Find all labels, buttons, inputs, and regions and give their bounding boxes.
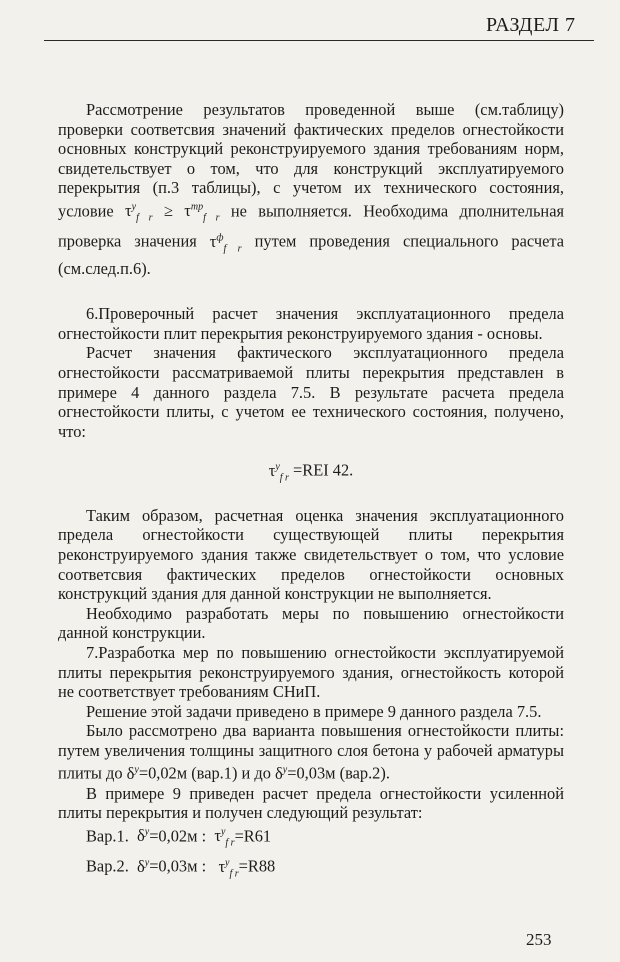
paragraph-1-text-b: не выполняется. Необходима дполнительная проверка значения: [58, 201, 565, 251]
header-rule: [44, 40, 594, 41]
variant-2-delta: =0,03м :: [149, 856, 207, 876]
variant-1-line: Вар.1. $\delta^у=0,02м$ : $\tau^у_{f r}=R61$: [86, 826, 272, 849]
paragraph-5: Необходимо разработать меры по повышению огнестойкости данной конструкции.: [58, 603, 564, 643]
variant-2-line: Вар.2. $\delta^у=0,03м$ : $\tau^у_{f r}=R88$: [86, 856, 276, 879]
condition-formula: $\tau^у_{f r} \ge \tau^{тр}_{f r}$: [125, 201, 220, 224]
variant-2-label: Вар.2.: [86, 856, 129, 876]
paragraph-1-text-a: Рассмотрение результатов проведенной выше (см.таблицу) проверки соответсвия значений фактических пределов огнестойкости основных конструкций реконструируемого здания требованиям норм, свидетельствует о том, что для конструкций эксплуатируемого перекрытия (п.3 таблицы), с учетом их технического состояния, условие: [58, 100, 564, 221]
paragraph-1-text-c: путем проведения специального расчета (см.след.п.6).: [58, 231, 564, 278]
paragraph-4: Таким образом, расчетная оценка значения эксплуатационного предела огнестойкости существующей плиты перекрытия реконструируемого здания также свидетельствует о том, что условие соответсвия фактических пределов огнестойкости основных конструкций здания для данной конструкции не выполняется.: [58, 505, 564, 604]
page-number: 253: [526, 930, 552, 949]
paragraph-6: 7.Разработка мер по повышению огнестойкости эксплуатируемой плиты перекрытия реконструируемого здания, огнестойкость которой не соответствует требованиям СНиП.: [58, 642, 564, 702]
paragraph-7: Решение этой задачи приведено в примере 9 данного раздела 7.5.: [86, 701, 542, 721]
paragraph-3: Расчет значения фактического эксплуатационного предела огнестойкости рассматриваемой плиты перекрытия представлен в примере 4 данного раздела 7.5. В результате расчета предела огнестойкости плиты, с учетом ее технического состояния, получено, что:: [58, 343, 564, 441]
paragraph-2: 6.Проверочный расчет значения эксплуатационного предела огнестойкости плит перекрытия реконструируемого здания - основы.: [58, 304, 564, 343]
result-formula-value: =REI 42.: [293, 460, 354, 480]
variant-1-result: =R61: [234, 826, 272, 846]
paragraph-8-text-b: =0,02м (вар.1) и до: [138, 763, 271, 783]
result-formula: $\tau^у_{f r} =REI$ 42.: [268, 460, 354, 484]
variant-1-label: Вар.1.: [86, 826, 129, 846]
paragraph-1: [58, 100, 564, 278]
paragraph-8-text-a: Было рассмотрено два варианта повышения огнестойкости плиты: путем увеличения толщины защитного слоя бетона у рабочей арматуры плиты до: [58, 721, 564, 783]
page-content: [58, 100, 564, 883]
paragraph-8: Было рассмотрено два варианта повышения огнестойкости плиты: путем увеличения толщины защитного слоя бетона у рабочей арматуры плиты до $\delta^у=0,02м$ (вар.1) и до $\delta^у=0,03м$ (вар.2).: [58, 721, 564, 783]
section-header: РАЗДЕЛ 7: [486, 14, 576, 36]
paragraph-9: В примере 9 приведен расчет предела огнестойкости усиленной плиты перекрытия и получен следующий результат:: [58, 783, 564, 823]
tau-ph-symbol: $\tau^ф_{f r}$: [209, 231, 242, 255]
variant-2-result: =R88: [238, 856, 276, 876]
variant-1-delta: =0,02м :: [149, 826, 207, 846]
paragraph-8-text-c: =0,03м (вар.2).: [287, 763, 390, 783]
